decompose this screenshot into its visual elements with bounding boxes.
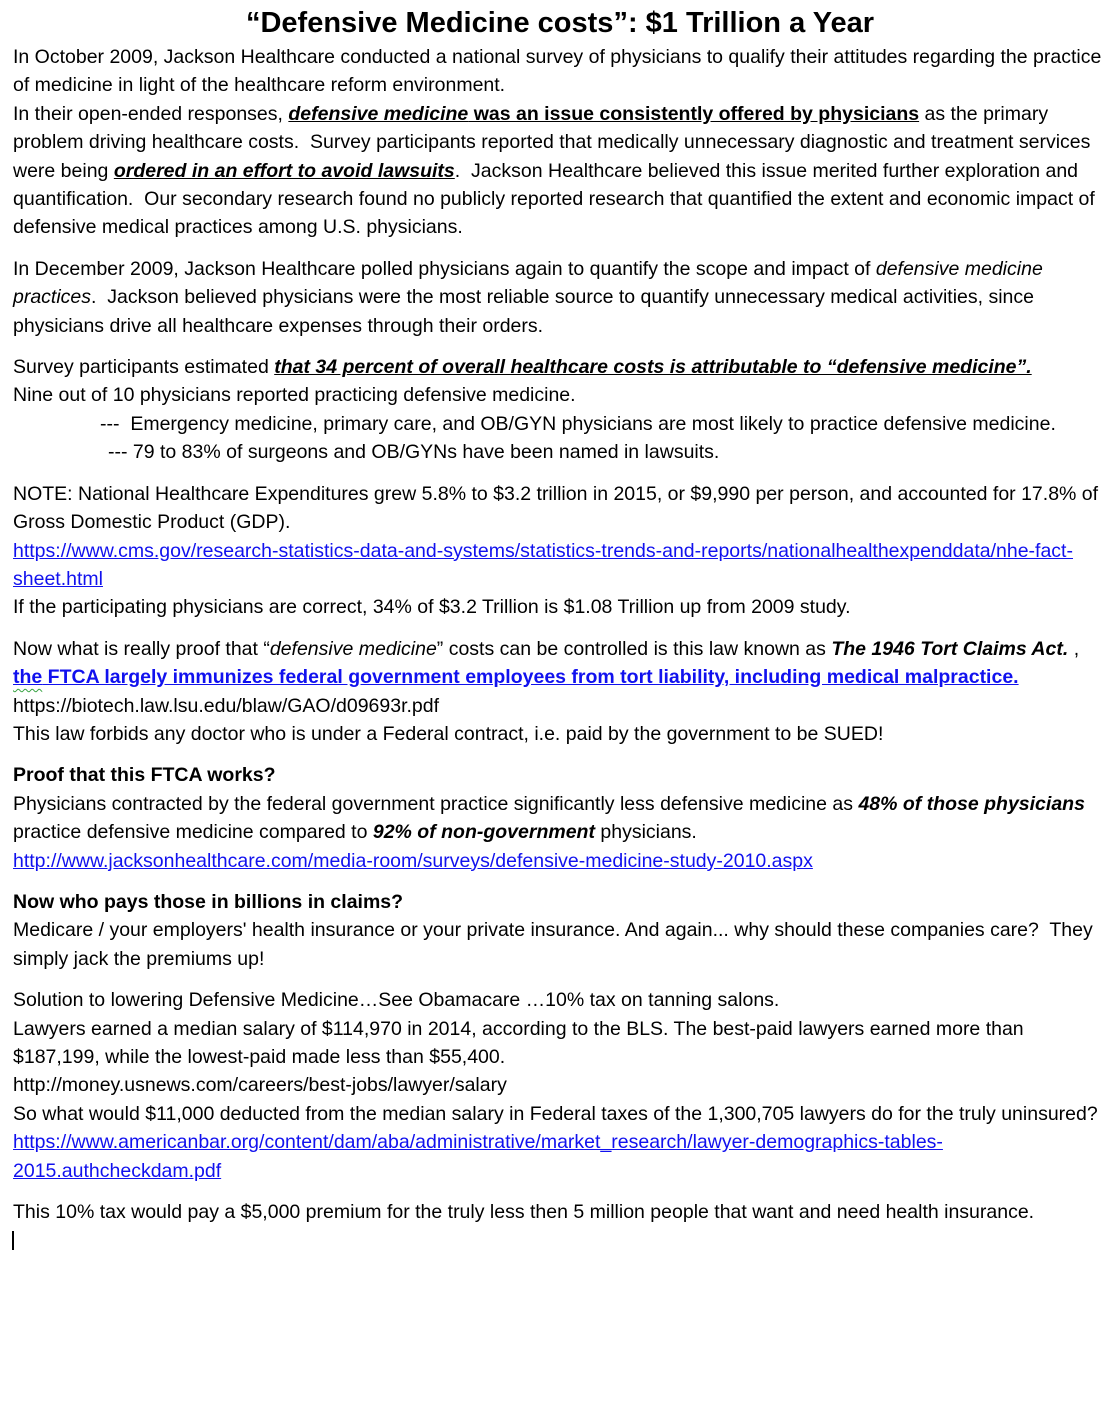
text-run: This 10% tax would pay a $5,000 premium for the truly less then 5 million people that want and need health insurance. [13,1201,1035,1224]
text-run: In their open-ended responses, [13,102,289,125]
text-run: Nine out of 10 physicians reported practicing defensive medicine. [13,384,576,407]
paragraph [13,847,1107,875]
text-run: Now what is really proof that “ [13,637,270,660]
text-run: Lawyers earned a median salary of $114,970 in 2014, according to the BLS. The best-paid lawyers earned more than $187,199, while the lowest-paid made less than $55,400. [13,1017,1030,1068]
blank-line [13,1185,1107,1198]
paragraph [13,353,1107,381]
text-run: Survey participants estimated [13,356,275,379]
text-run: Medicare / your employers' health insurance or your private insurance. And again... why should these companies care? They simply jack the premiums up! [13,919,1099,970]
text-run: defensive medicine practices [13,257,1049,309]
text-run: 92% of non-government [372,821,595,844]
paragraph [13,537,1107,594]
paragraph [13,1015,1107,1072]
text-run: Solution to lowering Defensive Medicine…See Obamacare …10% tax on tanning salons. [13,989,780,1012]
blank-line [13,973,1107,986]
spellcheck-squiggle: the [13,666,43,689]
text-run: --- Emergency medicine, primary care, and OB/GYN physicians are most likely to practice defensive medicine. [100,412,1056,435]
text-run: Physicians contracted by the federal government practice significantly less defensive medicine as [13,792,859,815]
text-run: This law forbids any doctor who is under a Federal contract, i.e. paid by the government to be SUED! [13,722,884,745]
blank-line [13,467,1107,480]
document-title: “Defensive Medicine costs”: $1 Trillion a Year [245,7,875,39]
text-run: 48% of those physicians [858,792,1085,815]
text-run: In December 2009, Jackson Healthcare polled physicians again to quantify the scope and impact of [13,257,876,280]
text-run: Proof that this FTCA works? [13,764,276,787]
text-run: ordered in an effort to avoid lawsuits [113,159,455,182]
hyperlink[interactable]: https://www.americanbar.org/content/dam/aba/administrative/market_research/lawyer-demographics-tables-2015.authcheckdam.pdf [13,1131,943,1182]
text-run: . Jackson Healthcare believed this issue merited further exploration and quantification. Our secondary research found no publicly reported research that quantified the extent and economic impact of defensive medical practices among U.S. physicians. [13,159,1101,239]
text-run: --- 79 to 83% of surgeons and OB/GYNs have been named in lawsuits. [108,441,720,464]
paragraph [13,1198,1107,1226]
hyperlink[interactable]: https://www.cms.gov/research-statistics-data-and-systems/statistics-trends-and-reports/nationalhealthexpenddata/nhe-fact-sheet.html [13,539,1073,590]
blank-line [13,875,1107,888]
text-run: NOTE: National Healthcare Expenditures grew 5.8% to $3.2 trillion in 2015, or $9,990 per person, and accounted for 17.8% of Gross Domestic Product (GDP). [13,482,1104,534]
paragraph [13,1071,1107,1099]
paragraph [13,1100,1107,1128]
blank-line [13,340,1107,353]
text-run: that 34 percent of overall healthcare costs is attributable to “defensive medicine”. [274,356,1032,379]
paragraph [13,43,1107,100]
paragraph [13,593,1107,621]
text-run: as the primary problem driving healthcare costs. Survey participants reported that medically unnecessary diagnostic and treatment services were being [13,102,1096,182]
paragraph [13,100,1107,242]
text-run: If the participating physicians are correct, 34% of $3.2 Trillion is $1.08 Trillion up from 2009 study. [13,596,851,619]
text-run: was an issue consistently offered by physicians [468,102,920,125]
paragraph [13,986,1107,1014]
text-run: ” costs can be controlled is this law known as [436,637,832,660]
hyperlink[interactable]: http://www.jacksonhealthcare.com/media-room/surveys/defensive-medicine-study-2010.aspx [13,849,813,872]
text-run: The 1946 Tort Claims Act. [831,637,1069,660]
paragraph [13,438,1107,466]
hyperlink[interactable] [13,666,42,688]
text-run: defensive medicine [288,102,469,125]
blank-line [13,748,1107,761]
text-run: In October 2009, Jackson Healthcare conducted a national survey of physicians to qualify their attitudes regarding the practice of medicine in light of the healthcare reform environment. [13,46,1107,97]
paragraph [13,790,1107,847]
text-run: defensive medicine [269,637,437,660]
text-run: physicians. [594,821,697,844]
paragraph [13,720,1107,748]
paragraph [13,635,1107,720]
paragraph [13,916,1107,973]
text-run: . Jackson believed physicians were the most reliable source to quantify unnecessary medical activities, since physicians drive all healthcare expenses through their orders. [13,286,1040,337]
text-cursor [12,1231,14,1250]
paragraph [13,1128,1107,1185]
text-run: https://biotech.law.lsu.edu/blaw/GAO/d09693r.pdf [13,666,1025,717]
paragraph [13,761,1107,789]
document-body [13,43,1107,1226]
paragraph [13,410,1107,438]
hyperlink[interactable]: FTCA largely immunizes federal government employees from tort liability, including medical malpractice. [42,666,1019,689]
blank-line [13,622,1107,635]
blank-line [13,242,1107,255]
paragraph [13,381,1107,409]
text-run: Now who pays those in billions in claims? [13,890,404,913]
paragraph [13,888,1107,916]
paragraph [13,255,1107,340]
text-run: practice defensive medicine compared to [13,792,1091,844]
paragraph [13,480,1107,537]
text-run: So what would $11,000 deducted from the median salary in Federal taxes of the 1,300,705 lawyers do for the truly uninsured? [13,1102,1098,1125]
text-run: , [1068,637,1085,660]
text-run: http://money.usnews.com/careers/best-jobs/lawyer/salary [13,1074,507,1097]
